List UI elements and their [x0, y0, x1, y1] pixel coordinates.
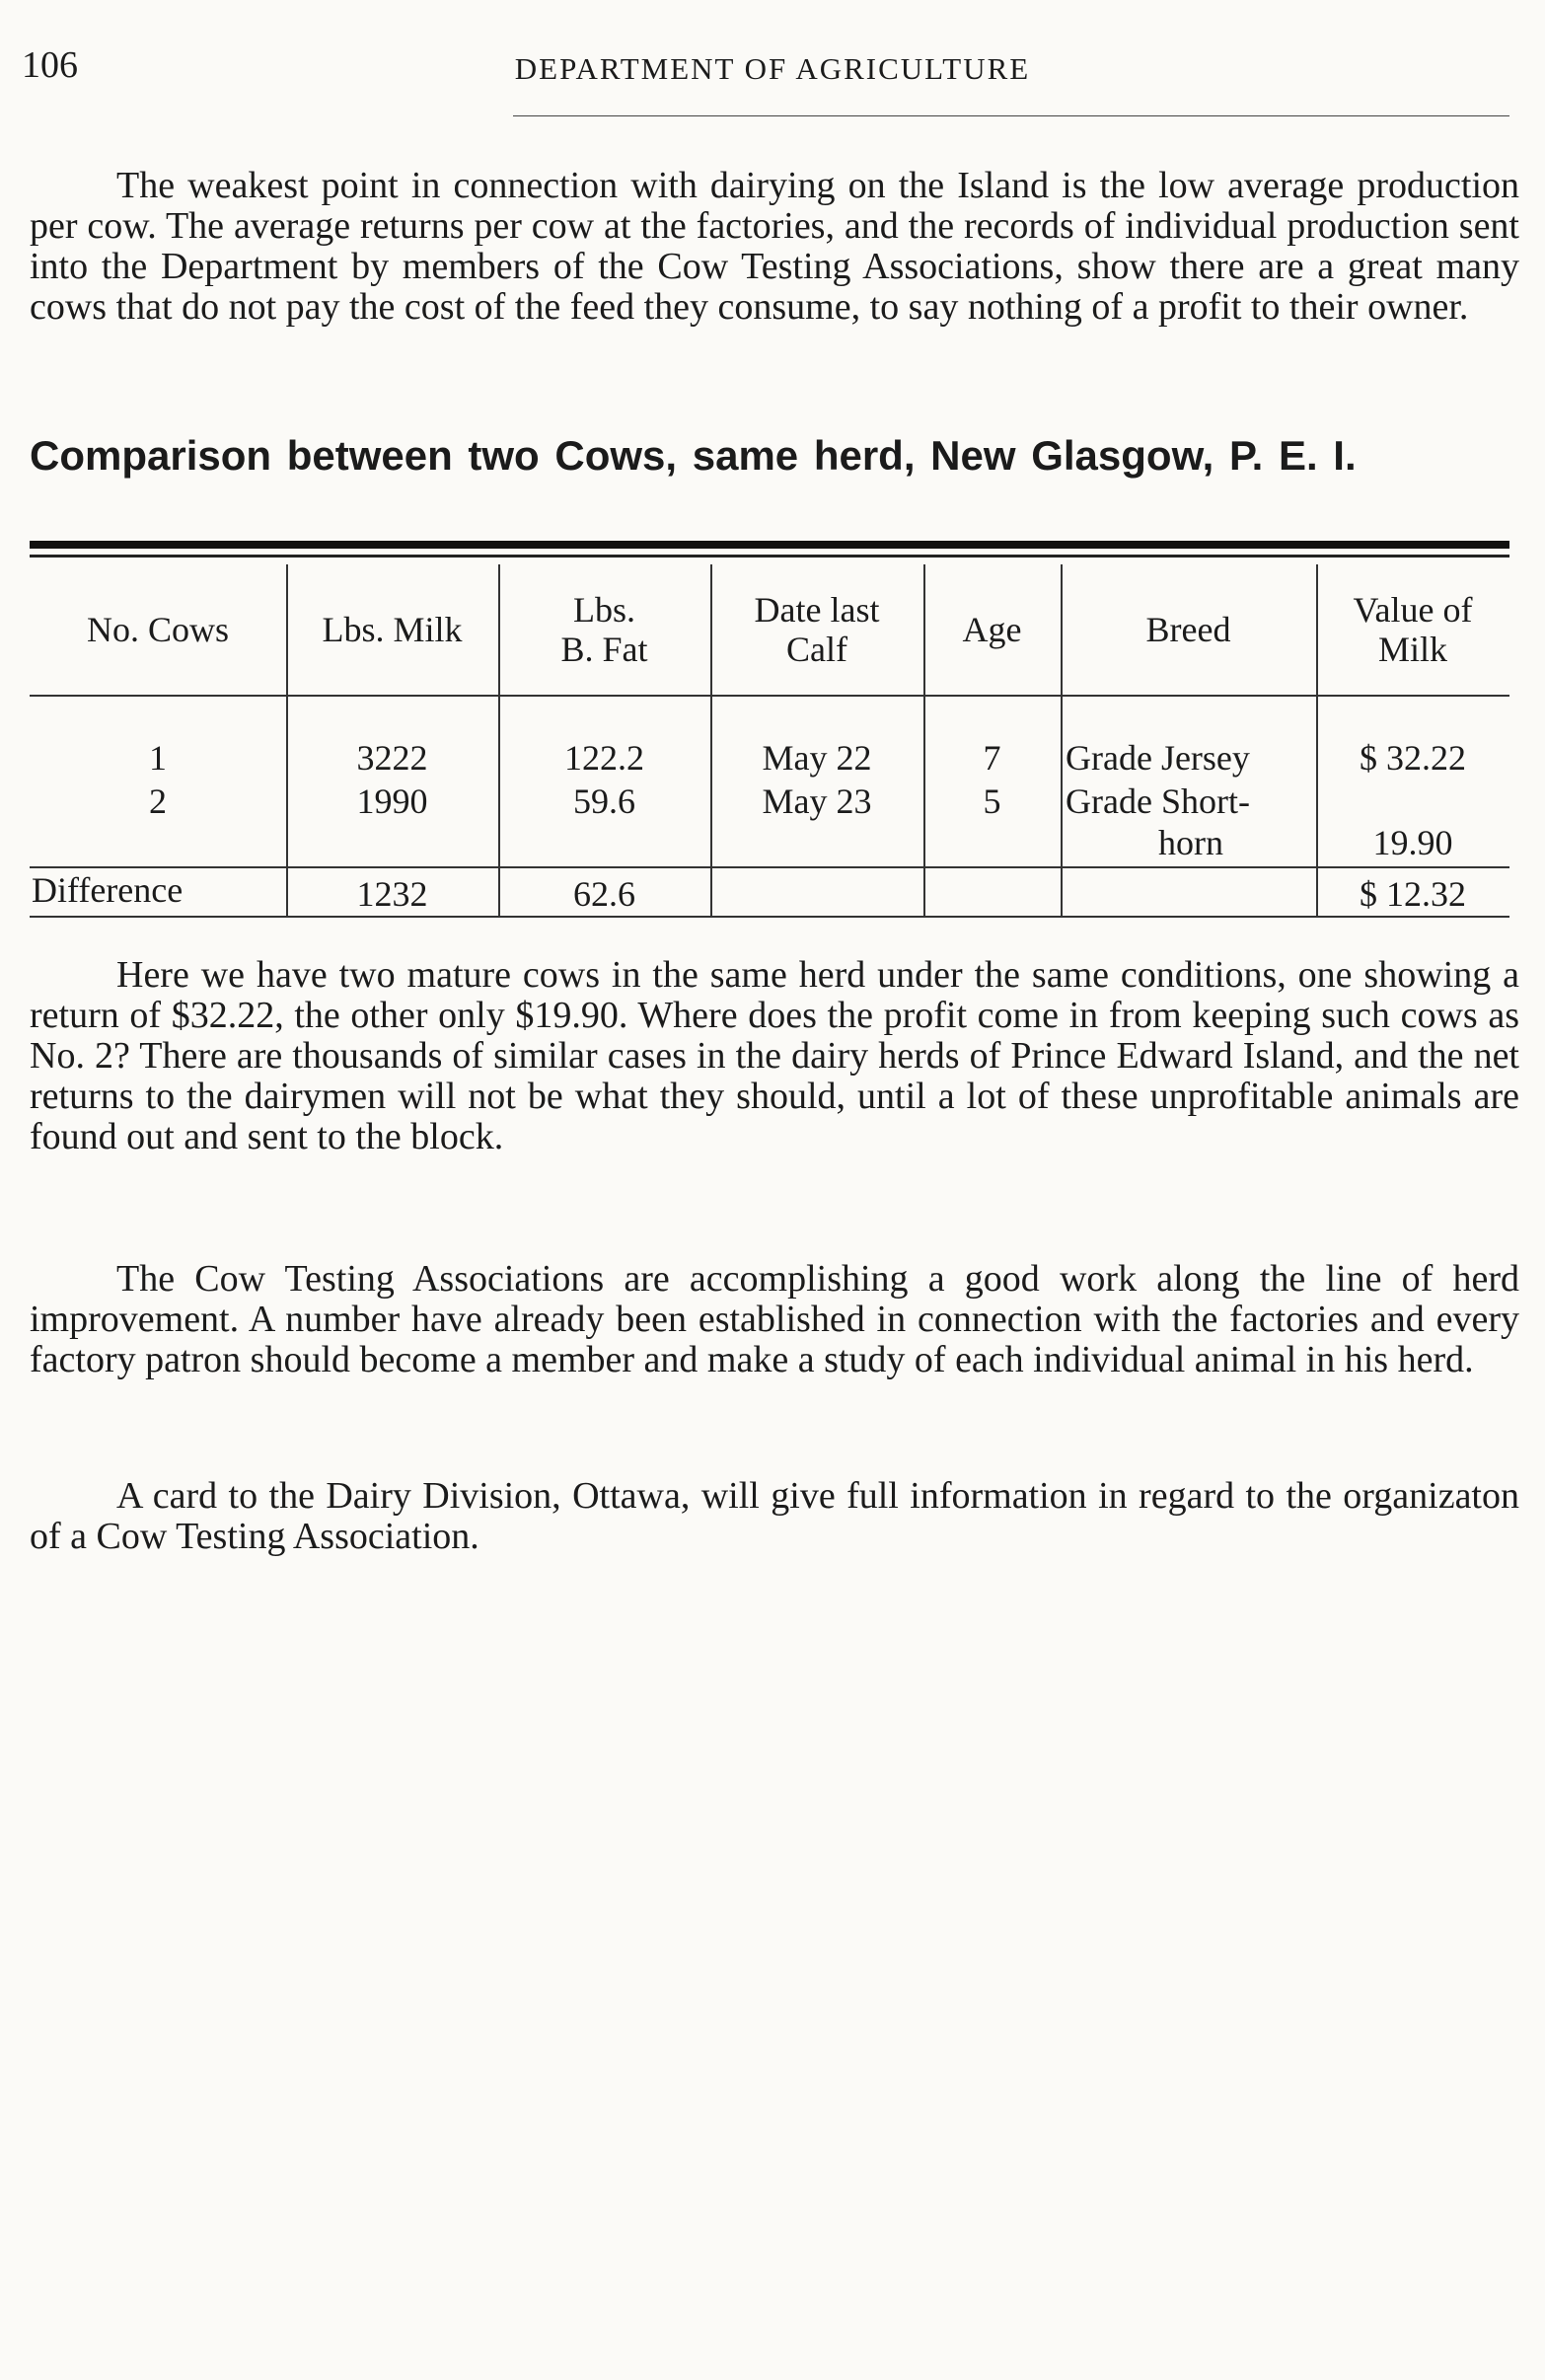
- cell-fat: 122.2: [564, 738, 644, 778]
- paragraph-two-cows: Here we have two mature cows in the same herd under the same conditions, one showing a return of $32.22, the other only $19.90. Where does the profit come in from keeping such cows as No. 2? There are thousands of similar cases in the dairy herds of Prince Edward Island, and the net returns to the dairymen will not be what they should, until a lot of these unprofitable animals are found out and sent to the block.: [30, 954, 1519, 1157]
- cell-milk: 3222: [356, 738, 428, 778]
- header-lbs-milk: Lbs. Milk: [322, 610, 463, 649]
- header-rule: [513, 115, 1509, 116]
- table-top-thin-rule: [30, 555, 1509, 558]
- cell-milk-difference: 1232: [356, 874, 428, 914]
- cell-breed: Grade Short-: [1066, 781, 1250, 821]
- page-number: 106: [22, 44, 78, 86]
- cell-value-difference: $ 12.32: [1360, 874, 1466, 914]
- cell-breed: Grade Jersey: [1066, 738, 1250, 778]
- table-top-thick-rule: [30, 541, 1509, 549]
- running-head: DEPARTMENT OF AGRICULTURE: [514, 51, 1031, 86]
- table-bottom-rule: [30, 916, 1509, 918]
- cell-milk: 1990: [356, 781, 428, 821]
- body-bottom-rule: [30, 866, 1509, 868]
- cell-value: $ 32.22: [1360, 738, 1466, 778]
- header-no-cows: No. Cows: [86, 610, 230, 649]
- cell-fat: 59.6: [573, 781, 635, 821]
- cell-age: 7: [983, 738, 1001, 778]
- paragraph-low-production: The weakest point in connection with dairying on the Island is the low average production per cow. The average returns per cow at the factories, and the records of individual production sent into the Department by members of the Cow Testing Associations, show there are a great many cows that do not pay the cost of the feed they consume, to say nothing of a profit to their owner.: [30, 165, 1519, 328]
- header-date-last-calf: Date last Calf: [754, 590, 880, 669]
- header-bottom-rule: [30, 695, 1509, 697]
- paragraph-associations: The Cow Testing Associations are accomplishing a good work along the line of herd improvement. A number have already been established in connection with the factories and every factory patron should become a member and make a study of each individual animal in his herd.: [30, 1258, 1519, 1380]
- cell-fat-difference: 62.6: [573, 874, 635, 914]
- table-title: Comparison between two Cows, same herd, New Glasgow, P. E. I.: [30, 432, 1357, 479]
- header-age: Age: [962, 610, 1022, 649]
- header-value-of-milk: Value of Milk: [1353, 590, 1473, 669]
- cell-difference-label: Difference: [32, 870, 184, 910]
- cell-breed-continued: horn: [1158, 823, 1223, 862]
- cell-no: 1: [149, 738, 167, 778]
- cell-value: 19.90: [1372, 823, 1453, 862]
- header-lbs-bfat: Lbs. B. Fat: [560, 590, 648, 669]
- cell-date: May 23: [762, 781, 872, 821]
- header-breed: Breed: [1145, 610, 1231, 649]
- cell-age: 5: [983, 781, 1001, 821]
- cell-date: May 22: [762, 738, 872, 778]
- cell-no: 2: [149, 781, 167, 821]
- paragraph-dairy-division: A card to the Dairy Division, Ottawa, will give full information in regard to the organizaton of a Cow Testing Association.: [30, 1475, 1519, 1557]
